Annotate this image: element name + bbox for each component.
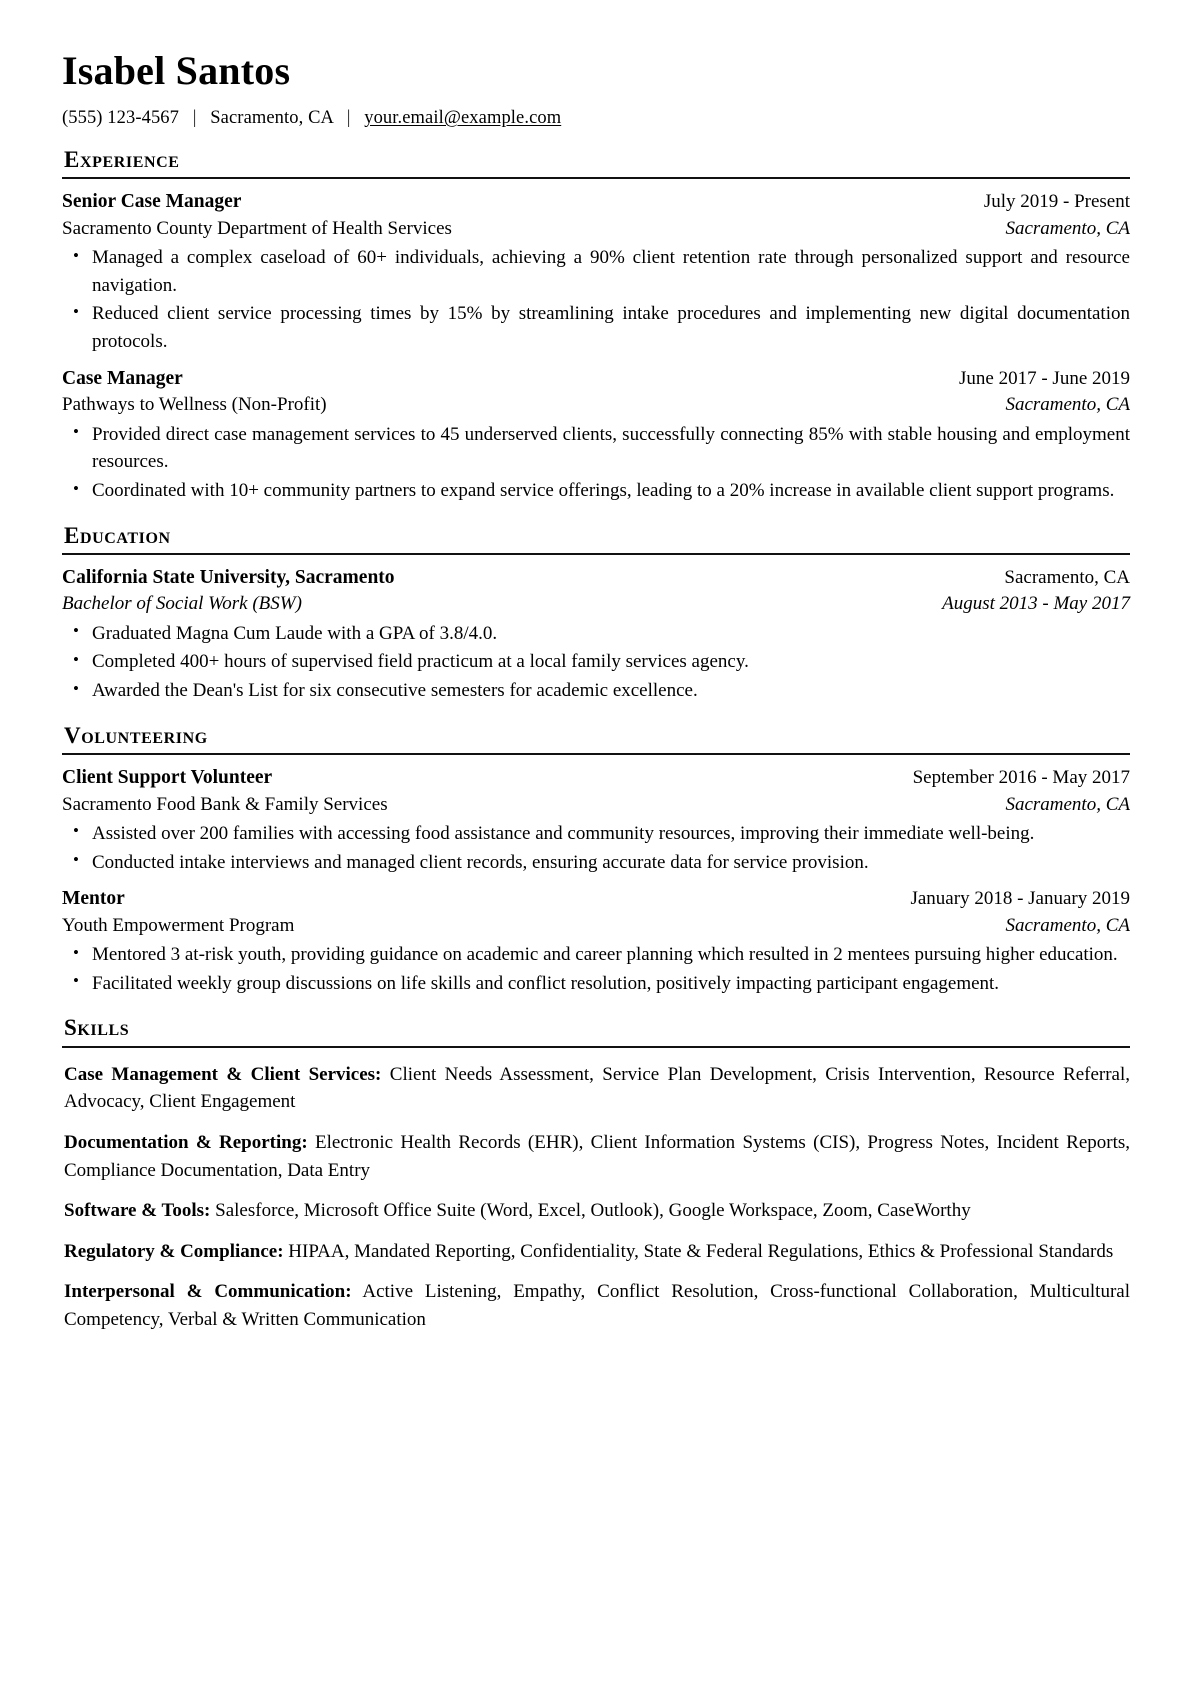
employer-name: Sacramento County Department of Health Services — [62, 217, 452, 239]
role-dates: September 2016 - May 2017 — [912, 767, 1130, 789]
volunteering-bullet-list — [62, 820, 1130, 876]
section-divider — [62, 177, 1130, 179]
section-title-experience: Experience — [64, 147, 180, 172]
section-divider — [62, 1046, 1130, 1048]
role-location: Sacramento, CA — [1005, 793, 1130, 815]
job-dates: July 2019 - Present — [983, 191, 1130, 213]
job-title: Case Manager — [62, 367, 183, 389]
school-dates: August 2013 - May 2017 — [942, 593, 1130, 615]
job-bullet-list — [62, 244, 1130, 356]
skill-items: HIPAA, Mandated Reporting, Confidentiality, State & Federal Regulations, Ethics & Professional Standards — [288, 1240, 1114, 1262]
email-link[interactable]: your.email@example.com — [364, 108, 562, 128]
job-dates: June 2017 - June 2019 — [959, 367, 1130, 389]
role-title: Client Support Volunteer — [62, 767, 273, 789]
employer-name: Pathways to Wellness (Non-Profit) — [62, 394, 327, 416]
location-text: Sacramento, CA — [210, 108, 333, 128]
section-volunteering — [62, 723, 1130, 998]
candidate-name: Isabel Santos — [62, 48, 291, 93]
entry-header-row — [62, 565, 1130, 591]
contact-separator: | — [192, 108, 197, 128]
list-item: • Graduated Magna Cum Laude with a GPA of 3.8/4.0. — [62, 620, 1130, 648]
list-item: • Provided direct case management services to 45 underserved clients, successfully connecting 85% with stable housing and employment resources. — [62, 421, 1130, 476]
experience-entry — [62, 366, 1130, 505]
section-skills — [62, 1015, 1130, 1333]
volunteering-entry — [62, 765, 1130, 876]
skill-group — [62, 1278, 1130, 1333]
skill-items: Salesforce, Microsoft Office Suite (Word, Excel, Outlook), Google Workspace, Zoom, CaseWorthy — [215, 1200, 971, 1222]
volunteering-entry — [62, 886, 1130, 997]
section-title-education: Education — [64, 522, 171, 548]
section-title-volunteering: Volunteering — [64, 722, 208, 748]
skill-items: Client Needs Assessment, Service Plan Development, Crisis Intervention, Resource Referral, Advocacy, Client Engagement — [64, 1063, 1131, 1113]
role-dates: January 2018 - January 2019 — [910, 888, 1130, 910]
education-bullet-list — [62, 620, 1130, 705]
skill-group — [62, 1061, 1130, 1116]
list-item: • Facilitated weekly group discussions on life skills and conflict resolution, positively impacting participant engagement. — [62, 970, 1130, 998]
skill-group — [62, 1238, 1130, 1266]
list-item: • Managed a complex caseload of 60+ individuals, achieving a 90% client retention rate through personalized support and resource navigation. — [62, 244, 1130, 299]
degree-name: Bachelor of Social Work (BSW) — [62, 593, 302, 615]
list-item: • Conducted intake interviews and managed client records, ensuring accurate data for service provision. — [62, 849, 1130, 877]
role-title: Mentor — [62, 888, 125, 910]
skill-category-label: Documentation & Reporting: — [64, 1132, 308, 1154]
entry-subheader-row — [62, 216, 1130, 241]
role-location: Sacramento, CA — [1005, 914, 1130, 936]
section-divider — [62, 753, 1130, 755]
list-item: • Mentored 3 at-risk youth, providing guidance on academic and career planning which resulted in 2 mentees pursuing higher education. — [62, 941, 1130, 969]
entry-header-row — [62, 765, 1130, 791]
skill-category-label: Regulatory & Compliance: — [64, 1240, 284, 1262]
job-bullet-list — [62, 421, 1130, 505]
job-location: Sacramento, CA — [1005, 394, 1130, 416]
contact-line — [62, 108, 1130, 129]
school-name: California State University, Sacramento — [62, 567, 395, 589]
entry-header-row — [62, 366, 1130, 392]
job-title: Senior Case Manager — [62, 191, 242, 213]
organization-name: Youth Empowerment Program — [62, 914, 295, 936]
education-entry — [62, 565, 1130, 705]
experience-entry — [62, 189, 1130, 356]
section-divider — [62, 553, 1130, 555]
entry-subheader-row — [62, 591, 1130, 616]
phone-number: (555) 123-4567 — [62, 108, 180, 128]
skill-group — [62, 1197, 1130, 1225]
skill-group — [62, 1129, 1130, 1184]
skill-category-label: Interpersonal & Communication: — [64, 1281, 352, 1303]
skill-category-label: Software & Tools: — [64, 1200, 211, 1222]
section-title-skills: Skills — [64, 1015, 130, 1041]
list-item: • Coordinated with 10+ community partners to expand service offerings, leading to a 20% increase in available client support programs. — [62, 477, 1130, 505]
list-item: • Awarded the Dean's List for six consecutive semesters for academic excellence. — [62, 677, 1130, 705]
organization-name: Sacramento Food Bank & Family Services — [62, 793, 388, 815]
section-experience — [62, 147, 1130, 505]
list-item: • Assisted over 200 families with accessing food assistance and community resources, improving their immediate well-being. — [62, 820, 1130, 848]
list-item: • Completed 400+ hours of supervised field practicum at a local family services agency. — [62, 648, 1130, 676]
skill-category-label: Case Management & Client Services: — [64, 1063, 382, 1085]
job-location: Sacramento, CA — [1005, 217, 1130, 239]
school-location: Sacramento, CA — [1004, 567, 1130, 589]
skill-items: Active Listening, Empathy, Conflict Resolution, Cross-functional Collaboration, Multicultural Competency, Verbal & Written Communication — [64, 1281, 1130, 1330]
skill-items: Electronic Health Records (EHR), Client Information Systems (CIS), Progress Notes, Incident Reports, Compliance Documentation, Data Entry — [64, 1132, 1131, 1181]
entry-subheader-row — [62, 392, 1130, 417]
entry-header-row — [62, 189, 1130, 215]
resume-header — [62, 50, 1130, 129]
volunteering-bullet-list — [62, 941, 1130, 997]
contact-separator: | — [346, 108, 351, 128]
list-item: • Reduced client service processing times by 15% by streamlining intake procedures and implementing new digital documentation protocols. — [62, 300, 1130, 355]
section-education — [62, 523, 1130, 705]
entry-subheader-row — [62, 913, 1130, 938]
entry-subheader-row — [62, 792, 1130, 817]
entry-header-row — [62, 886, 1130, 912]
